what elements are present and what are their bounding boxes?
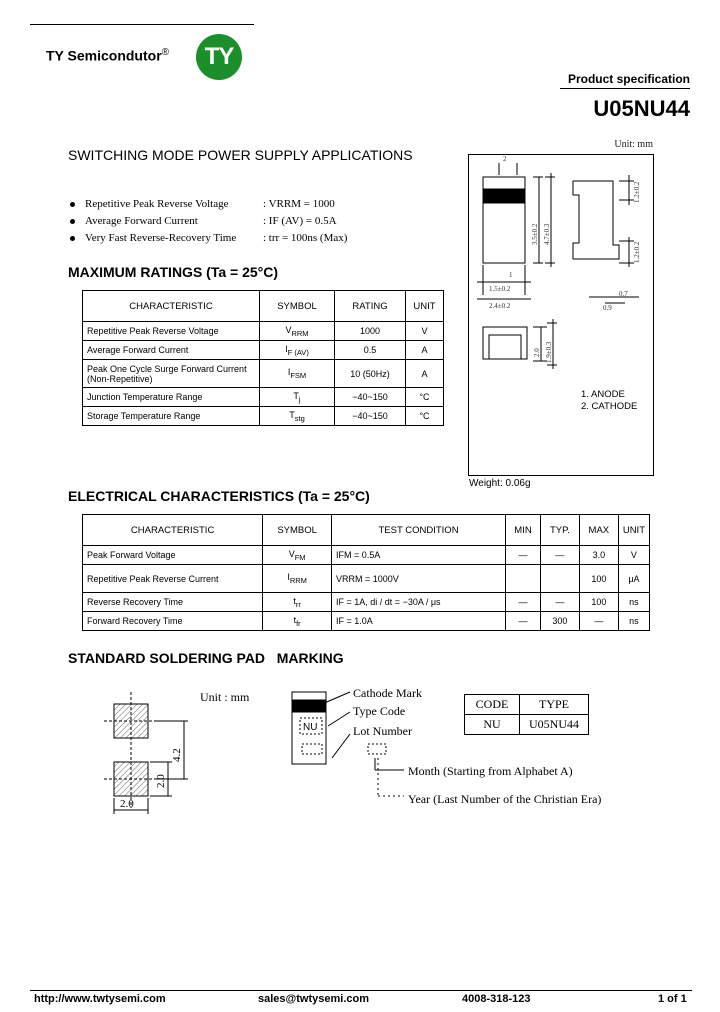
type-code-label: Type Code	[353, 704, 406, 718]
header-top-rule	[30, 24, 254, 25]
table-row: Repetitive Peak Reverse Voltage $V_{RRM}$ 1000 V	[83, 322, 444, 341]
dim-label: 0.7	[619, 290, 628, 298]
part-number: U05NU44	[593, 96, 690, 121]
feature-item: Very Fast Reverse-Recovery Time : trr = 100ns (Max)	[70, 230, 347, 247]
col-header: CHARACTERISTIC	[83, 515, 263, 546]
table-row: Storage Temperature Range $T_{stg}$ −40~150 °C	[83, 407, 444, 426]
year-label: Year (Last Number of the Christian Era)	[408, 792, 602, 806]
col-header: TYP.	[540, 515, 579, 546]
month-label: Month (Starting from Alphabet A)	[408, 764, 573, 778]
package-end-view	[483, 327, 527, 359]
dim-label: 1.9±0.3	[545, 341, 553, 363]
col-header: MAX	[579, 515, 618, 546]
feature-item: Repetitive Peak Reverse Voltage : VRRM = 1000	[70, 196, 347, 213]
doc-type-rule	[560, 88, 690, 89]
lot-number-label: Lot Number	[353, 724, 412, 738]
table-row: Average Forward Current $I_{F (AV)}$ 0.5 A	[83, 341, 444, 360]
table-row: Peak Forward Voltage $V_{FM}$ IFM = 0.5A — — 3.0 V	[83, 546, 650, 565]
package-side-view	[573, 181, 619, 259]
feature-list	[70, 196, 347, 247]
col-header: SYMBOL	[263, 515, 332, 546]
soldering-pad-drawing	[100, 690, 190, 820]
dim-label: 1.5±0.2	[489, 285, 511, 293]
dim-label: 1.2±0.2	[633, 241, 641, 263]
company-name: TY Semicondutor®	[46, 47, 170, 64]
package-drawing	[469, 155, 653, 475]
footer-email[interactable]: sales@twtysemi.com	[258, 993, 369, 1005]
footer-url[interactable]: http://www.twtysemi.com	[34, 993, 166, 1005]
footer-page: 1 of 1	[658, 993, 687, 1005]
col-header: MIN	[506, 515, 541, 546]
electrical-table	[82, 514, 650, 631]
pin-label: 1. ANODE	[581, 389, 625, 400]
dim-label: 2.0	[120, 798, 134, 810]
dim-label: 1	[509, 271, 513, 279]
pin-legend	[581, 389, 637, 413]
dim-label: 4.2	[171, 748, 183, 762]
table-row: Forward Recovery Time $t_{fr}$ IF = 1.0A — 300 — ns	[83, 612, 650, 631]
col-header: CHARACTERISTIC	[83, 291, 260, 322]
dim-label: 0.9	[603, 304, 612, 312]
table-row: Reverse Recovery Time $t_{rr}$ IF = 1A, di / dt = −30A / μs — — 100 ns	[83, 593, 650, 612]
col-header: UNIT	[618, 515, 649, 546]
dim-label: 1.2±0.2	[633, 181, 641, 203]
col-header: RATING	[335, 291, 406, 322]
dim-label: 4.7±0.3	[543, 223, 551, 245]
max-ratings-title: MAXIMUM RATINGS (Ta = 25°C)	[68, 264, 279, 280]
soldering-unit: Unit : mm	[200, 690, 250, 704]
table-row: Junction Temperature Range $T_j$ −40~150 °C	[83, 388, 444, 407]
col-header: TEST CONDITION	[332, 515, 506, 546]
dim-label: 3.5±0.2	[531, 223, 539, 245]
table-row: Peak One Cycle Surge Forward Current (Non-Repetitive) $I_{FSM}$ 10 (50Hz) A	[83, 360, 444, 388]
dim-label: 2	[503, 155, 507, 163]
col-header: SYMBOL	[260, 291, 335, 322]
pin-label: 2. CATHODE	[581, 401, 638, 412]
company-logo: TY	[196, 34, 242, 80]
table-header-row	[83, 291, 444, 322]
footer-rule	[30, 990, 692, 991]
max-ratings-table	[82, 290, 444, 426]
package-outline-box	[468, 139, 654, 476]
dim-label: 2.0	[533, 348, 541, 357]
feature-item: Average Forward Current : IF (AV) = 0.5A	[70, 213, 347, 230]
electrical-title: ELECTRICAL CHARACTERISTICS (Ta = 25°C)	[68, 488, 370, 504]
footer-phone: 4008-318-123	[462, 993, 531, 1005]
cathode-band	[483, 189, 525, 203]
soldering-title: STANDARD SOLDERING PAD MARKING	[68, 650, 344, 666]
application-title: SWITCHING MODE POWER SUPPLY APPLICATIONS	[68, 147, 413, 163]
marking-code-table	[464, 694, 589, 735]
table-header-row: CODE TYPE	[465, 695, 589, 715]
table-row: NU U05NU44	[465, 715, 589, 735]
col-header: UNIT	[406, 291, 444, 322]
table-row: Repetitive Peak Reverse Current $I_{RRM}$ VRRM = 1000V 100 μA	[83, 565, 650, 593]
dim-label: 2.0	[155, 774, 167, 788]
package-unit-label: Unit: mm	[614, 139, 653, 150]
cathode-mark-label: Cathode Mark	[353, 686, 422, 700]
chip-type-code: NU	[303, 722, 318, 733]
doc-type: Product specification	[567, 72, 690, 86]
dim-label: 2.4±0.2	[489, 302, 511, 310]
table-header-row	[83, 515, 650, 546]
package-weight: Weight: 0.06g	[469, 478, 531, 489]
